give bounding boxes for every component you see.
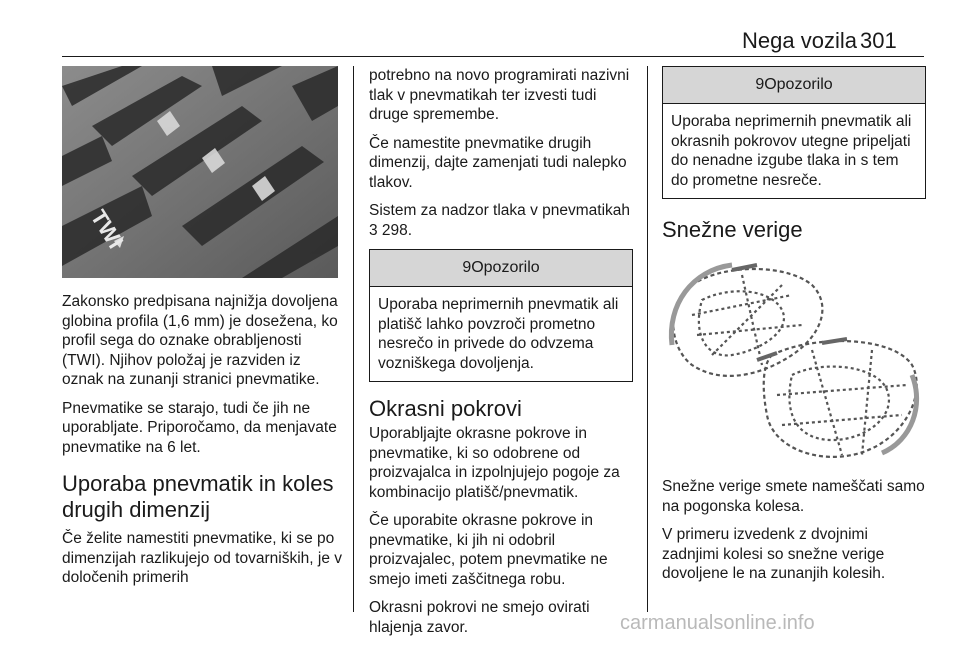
page-number: 301 bbox=[860, 28, 897, 53]
column-separator bbox=[353, 66, 354, 612]
warning-body: Uporaba neprimernih pnevmatik ali okrasnih pokrovov utegne pripeljati do nenadne izgube tlaka in s tem do prometne nesreče. bbox=[671, 113, 912, 189]
warning-title: 9Opozorilo bbox=[663, 67, 925, 104]
paragraph: Če namestite pnevmatike drugih dimenzij, dajte zamenjati tudi nalepko tlakov. bbox=[369, 134, 627, 191]
header-rule bbox=[62, 56, 924, 57]
paragraph: Zakonsko predpisana najnižja dovoljena globina profila (1,6 mm) je dosežena, ko profil sega do oznake obrabljenosti (TWI). Njihov položaj je razviden iz oznak na zunanji stranici pnevmatike. bbox=[62, 293, 338, 388]
paragraph: Uporabljajte okrasne pokrove in pnevmatike, ki so odobrene od proizvajalca in izpolnjujejo pogoje za kombinacijo platišč/pnevmatik. bbox=[369, 425, 620, 501]
paragraph: Okrasni pokrovi ne smejo ovirati hlajenja zavor. bbox=[369, 599, 590, 636]
reference-text: Sistem za nadzor tlaka v pnevmatikah bbox=[369, 202, 631, 219]
paragraph-with-reference bbox=[369, 201, 633, 240]
warning-box bbox=[662, 66, 926, 199]
paragraph: V primeru izvedenk z dvojnimi zadnjimi kolesi so snežne verige dovoljene le na zunanjih kolesih. bbox=[662, 526, 886, 582]
column-1 bbox=[62, 66, 342, 597]
paragraph: Pnevmatike se starajo, tudi če jih ne uporabljate. Priporočamo, da menjavate pnevmatike na 6 let. bbox=[62, 399, 337, 456]
warning-title: 9Opozorilo bbox=[370, 250, 632, 287]
section-heading: Okrasni pokrovi bbox=[369, 396, 522, 421]
page-reference-link[interactable]: 3 298. bbox=[369, 221, 413, 239]
column-2 bbox=[369, 66, 633, 646]
warning-box bbox=[369, 249, 633, 382]
column-3 bbox=[662, 66, 926, 593]
paragraph: Če želite namestiti pnevmatike, ki se po dimenzijah razlikujejo od tovarniških, je v določenih primerih bbox=[62, 530, 342, 586]
tire-tread-image bbox=[62, 66, 338, 278]
paragraph: potrebno na novo programirati nazivni tlak v pnevmatikah ter izvesti tudi druge spremembe. bbox=[369, 67, 630, 123]
section-heading: Uporaba pnevmatik in koles drugih dimenzij bbox=[62, 471, 334, 522]
warning-body: Uporaba neprimernih pnevmatik ali platišč lahko povzroči prometno nesrečo in privede do odvzema vozniškega dovoljenja. bbox=[378, 296, 619, 372]
twi-label: TWI bbox=[85, 205, 129, 253]
section-heading: Snežne verige bbox=[662, 217, 803, 242]
watermark-logo: carmanualsonline.info bbox=[620, 612, 815, 634]
column-separator bbox=[647, 66, 648, 612]
paragraph: Snežne verige smete nameščati samo na pogonska kolesa. bbox=[662, 478, 925, 515]
page-header-title: Nega vozila bbox=[742, 28, 857, 53]
paragraph: Če uporabite okrasne pokrove in pnevmatike, ki jih ni odobril proizvajalec, potem pnevmatike ne smejo imeti zaščitnega robu. bbox=[369, 512, 608, 588]
snow-chains-image bbox=[662, 255, 928, 465]
